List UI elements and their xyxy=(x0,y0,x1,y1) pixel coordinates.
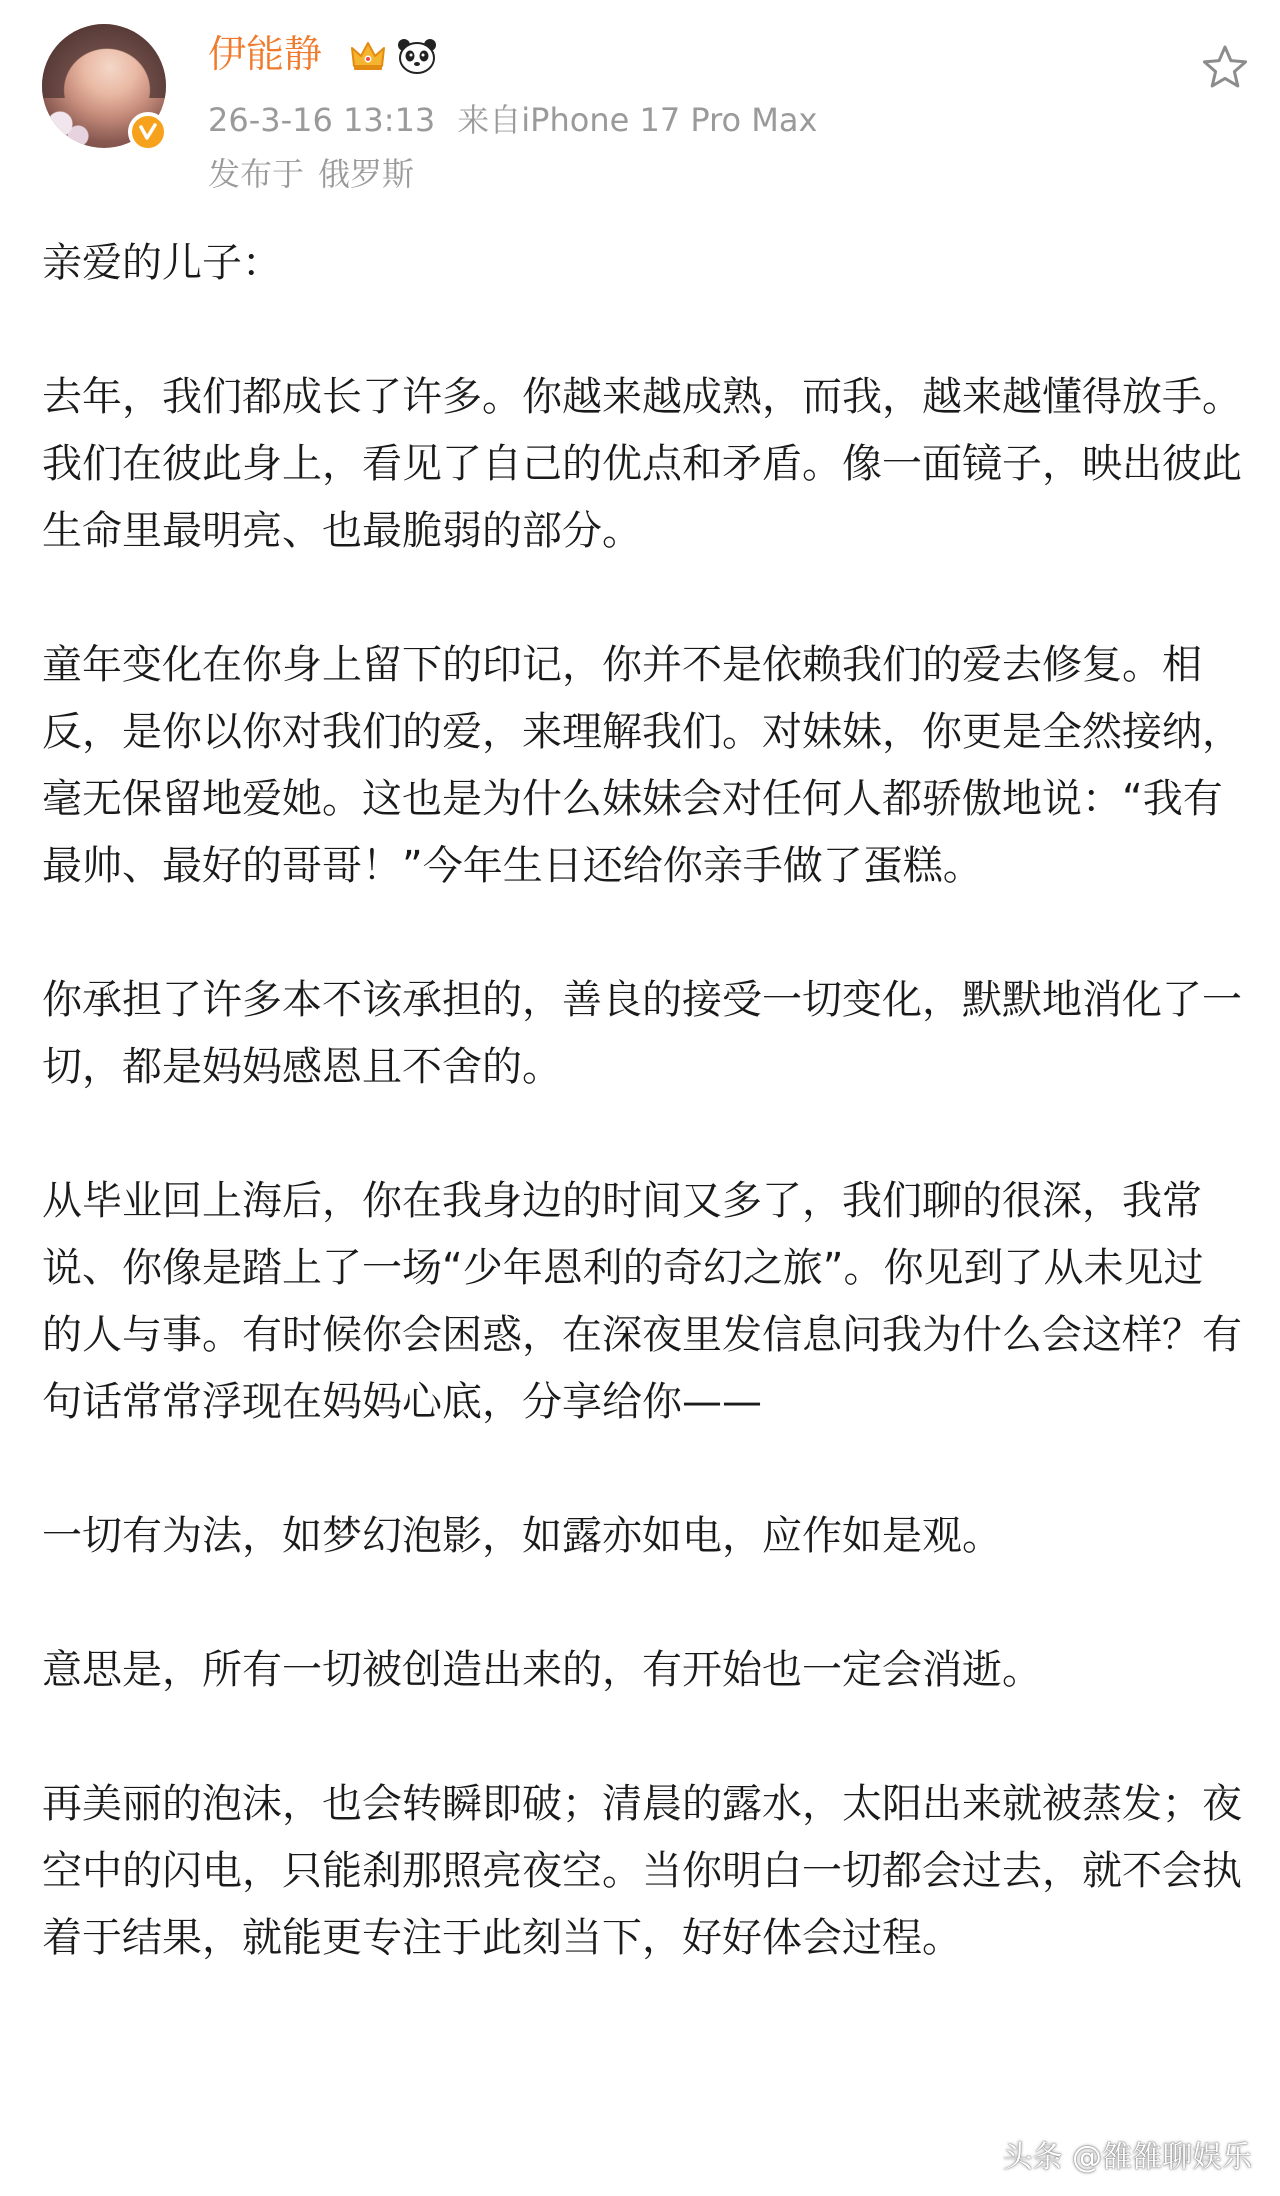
location-prefix: 发布于 xyxy=(208,155,305,193)
paragraph: 亲爱的儿子： xyxy=(42,240,282,286)
post-body xyxy=(42,230,1242,2039)
crown-icon xyxy=(348,36,388,76)
verified-badge-icon xyxy=(128,112,168,152)
avatar-hair xyxy=(42,24,166,98)
star-outline-icon[interactable] xyxy=(1200,42,1250,92)
paragraph: 从毕业回上海后，你在我身边的时间又多了，我们聊的很深，我常说、你像是踏上了一场“少年恩利的奇幻之旅”。你见到了从未见过的人与事。有时候你会困惑，在深夜里发信息问我为什么会这样？有句话常常浮现在妈妈心底，分享给你—— xyxy=(42,1178,1242,1425)
paragraph: 意思是，所有一切被创造出来的，有开始也一定会消逝。 xyxy=(42,1647,1042,1693)
verified-v-icon xyxy=(137,121,159,143)
post-meta xyxy=(208,100,817,140)
post-header xyxy=(0,0,1280,220)
panda-icon xyxy=(396,36,438,76)
paragraph: 童年变化在你身上留下的印记，你并不是依赖我们的爱去修复。相反，是你以你对我们的爱，来理解我们。对妹妹，你更是全然接纳，毫无保留地爱她。这也是为什么妹妹会对任何人都骄傲地说：“我有最帅、最好的哥哥！”今年生日还给你亲手做了蛋糕。 xyxy=(42,642,1242,889)
post-timestamp: 26-3-16 13:13 xyxy=(208,101,436,139)
paragraph: 你承担了许多本不该承担的，善良的接受一切变化，默默地消化了一切，都是妈妈感恩且不舍的。 xyxy=(42,977,1242,1090)
paragraph: 再美丽的泡沫，也会转瞬即破；清晨的露水，太阳出来就被蒸发；夜空中的闪电，只能刹那照亮夜空。当你明白一切都会过去，就不会执着于结果，就能更专注于此刻当下，好好体会过程。 xyxy=(42,1781,1242,1961)
post-source: 来自iPhone 17 Pro Max xyxy=(457,101,818,139)
avatar-flowers xyxy=(42,88,102,148)
paragraph: 去年，我们都成长了许多。你越来越成熟，而我，越来越懂得放手。我们在彼此身上，看见了自己的优点和矛盾。像一面镜子，映出彼此生命里最明亮、也最脆弱的部分。 xyxy=(42,374,1242,554)
author-name[interactable]: 伊能静 xyxy=(208,32,323,76)
paragraph: 一切有为法，如梦幻泡影，如露亦如电，应作如是观。 xyxy=(42,1513,1002,1559)
post-location xyxy=(208,154,414,194)
watermark: 头条 @雒雒聊娱乐 xyxy=(1002,2140,1252,2175)
location-value: 俄罗斯 xyxy=(318,155,415,193)
